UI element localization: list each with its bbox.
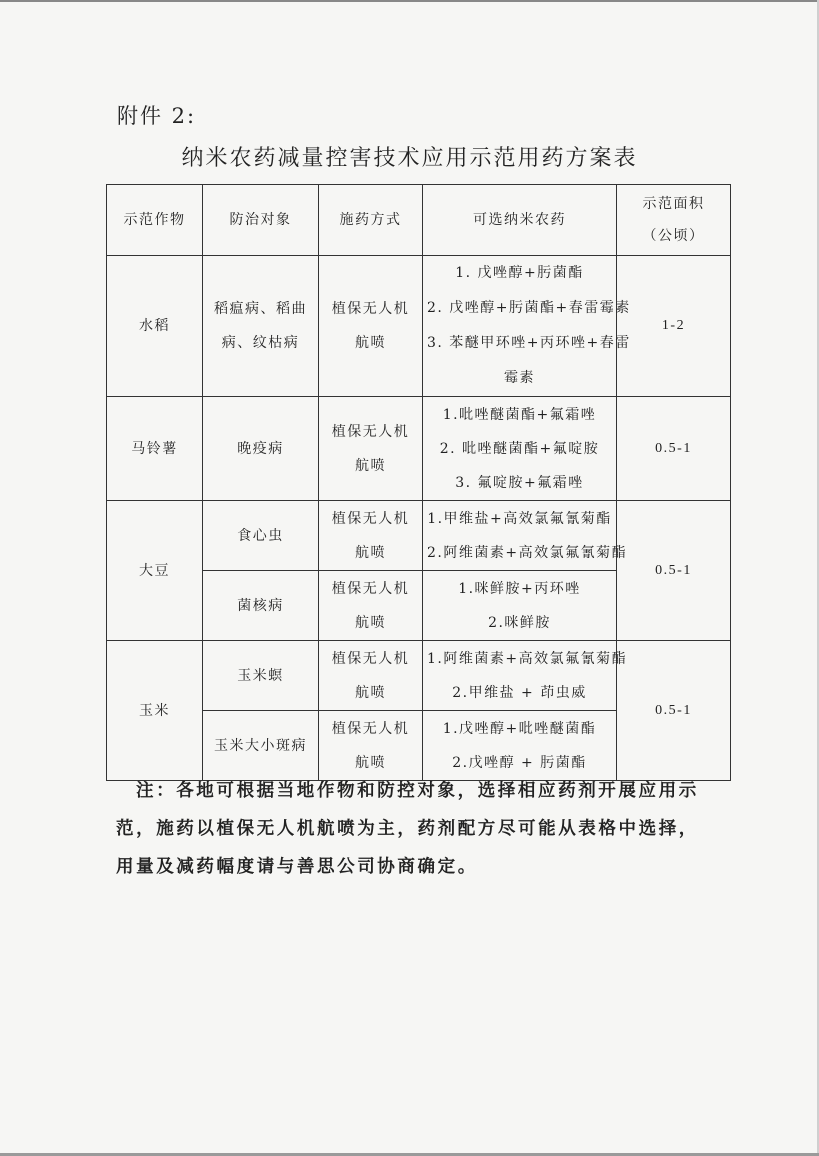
page-edge-top <box>0 0 819 2</box>
method-cell <box>319 256 423 397</box>
area-cell: 0.5-1 <box>617 641 731 781</box>
pesticide-cell <box>423 397 617 501</box>
pesticide-option: 2.戊唑醇 + 肟菌酯 <box>452 754 587 771</box>
crop-cell: 大豆 <box>107 501 203 641</box>
pesticide-cell <box>423 711 617 781</box>
table-header-row <box>107 185 731 256</box>
crop-cell: 马铃薯 <box>107 397 203 501</box>
target-line: 病、纹枯病 <box>221 335 300 351</box>
pesticide-plan-table <box>106 184 731 781</box>
method-line: 航喷 <box>355 544 386 561</box>
pesticide-option: 2. 戊唑醇+肟菌酯+春雷霉素 <box>427 300 631 316</box>
method-line: 航喷 <box>355 335 386 351</box>
target-cell <box>203 256 319 397</box>
header-method: 施药方式 <box>319 185 423 256</box>
pesticide-option: 1. 戊唑醇+肟菌酯 <box>455 265 584 281</box>
table-row-rice <box>107 256 731 397</box>
pesticide-option: 1.吡唑醚菌酯+氟霜唑 <box>442 406 597 423</box>
header-area <box>617 185 731 256</box>
target-cell: 菌核病 <box>203 571 319 641</box>
pesticide-option: 3. 苯醚甲环唑+丙环唑+春雷 <box>427 335 631 351</box>
method-line: 植保无人机 <box>331 720 410 737</box>
target-cell: 玉米螟 <box>203 641 319 711</box>
header-area-line2: （公顷） <box>642 228 705 244</box>
method-line: 航喷 <box>355 754 386 771</box>
method-cell <box>319 571 423 641</box>
attachment-label: 附件 2: <box>117 104 197 128</box>
header-target: 防治对象 <box>203 185 319 256</box>
pesticide-option: 1.甲维盐+高效氯氟氰菊酯 <box>427 510 612 527</box>
method-cell <box>319 711 423 781</box>
pesticide-option: 1.咪鲜胺+丙环唑 <box>458 580 581 597</box>
method-line: 航喷 <box>355 684 386 701</box>
table-row-soybean-1 <box>107 501 731 571</box>
pesticide-option: 1.戊唑醇+吡唑醚菌酯 <box>442 720 597 737</box>
pesticide-cell <box>423 641 628 711</box>
table-note: 注：各地可根据当地作物和防控对象，选择相应药剂开展应用示范，施药以植保无人机航喷为主，药剂配方尽可能从表格中选择，用量及减药幅度请与善思公司协商确定。 <box>116 781 699 877</box>
target-line: 稻瘟病、稻曲 <box>214 301 307 317</box>
header-crop: 示范作物 <box>107 185 203 256</box>
pesticide-option: 3. 氟啶胺+氟霜唑 <box>455 474 584 491</box>
target-cell: 晚疫病 <box>203 397 319 501</box>
pesticide-option-cont: 霉素 <box>504 370 535 386</box>
method-line: 航喷 <box>355 457 386 474</box>
target-cell: 食心虫 <box>203 501 319 571</box>
crop-cell: 玉米 <box>107 641 203 781</box>
pesticide-option: 2.咪鲜胺 <box>488 614 551 631</box>
method-line: 植保无人机 <box>331 423 410 440</box>
crop-cell: 水稻 <box>107 256 203 397</box>
area-cell: 0.5-1 <box>617 501 731 641</box>
method-line: 植保无人机 <box>331 510 410 527</box>
method-line: 植保无人机 <box>331 650 410 667</box>
header-pesticides: 可选纳米农药 <box>423 185 617 256</box>
pesticide-option: 2.甲维盐 + 茚虫威 <box>452 684 587 701</box>
pesticide-cell <box>423 571 617 641</box>
method-line: 植保无人机 <box>331 580 410 597</box>
pesticide-cell <box>423 501 628 571</box>
method-cell <box>319 641 423 711</box>
table-row-corn-1 <box>107 641 731 711</box>
area-cell: 0.5-1 <box>617 397 731 501</box>
target-cell: 玉米大小斑病 <box>203 711 319 781</box>
pesticide-option: 2. 吡唑醚菌酯+氟啶胺 <box>439 440 600 457</box>
area-cell: 1-2 <box>617 256 731 397</box>
pesticide-option: 1.阿维菌素+高效氯氟氰菊酯 <box>427 650 628 667</box>
method-cell <box>319 397 423 501</box>
method-cell <box>319 501 423 571</box>
document-title: 纳米农药减量控害技术应用示范用药方案表 <box>181 146 638 171</box>
pesticide-option: 2.阿维菌素+高效氯氟氰菊酯 <box>427 544 628 561</box>
pesticide-cell <box>423 256 631 397</box>
header-area-line1: 示范面积 <box>642 196 705 212</box>
method-line: 植保无人机 <box>331 301 410 317</box>
method-line: 航喷 <box>355 614 386 631</box>
table-row-potato <box>107 397 731 501</box>
